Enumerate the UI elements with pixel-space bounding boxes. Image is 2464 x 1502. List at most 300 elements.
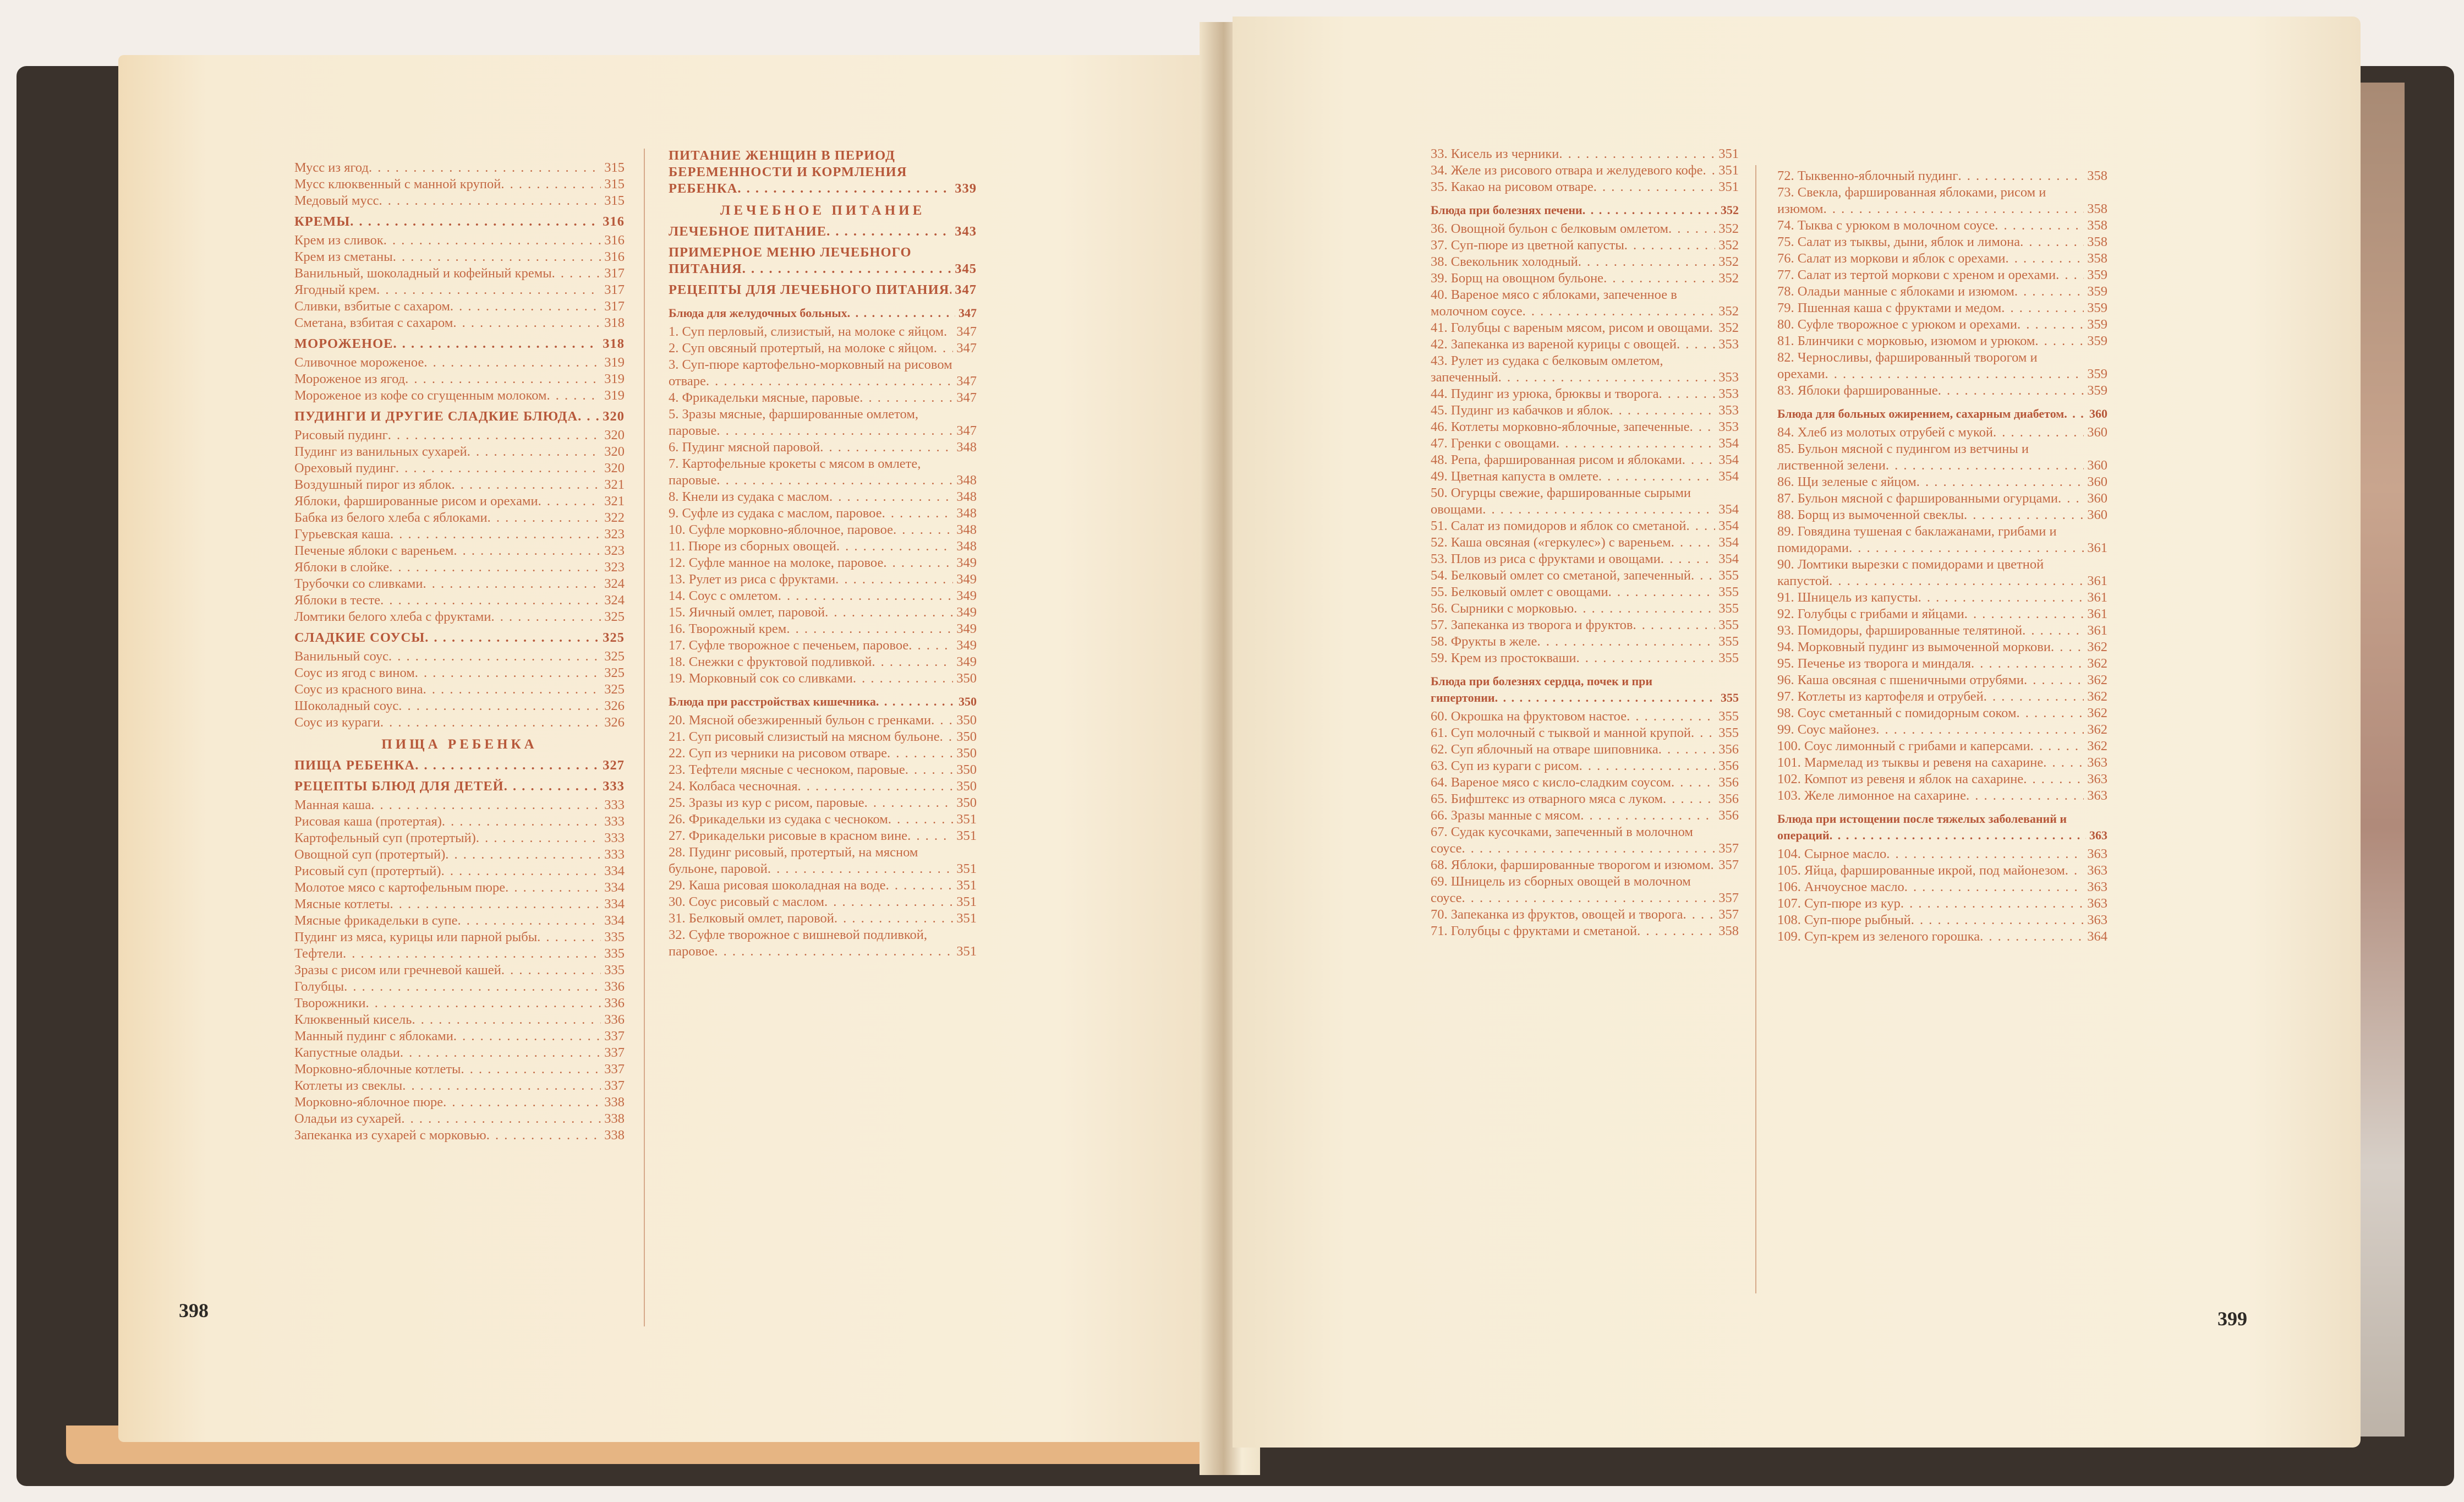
entry-title: 76. Салат из моркови и яблок с орехами . . . xyxy=(1777,250,2084,267)
entry-title: Соус из ягод с вином . . . xyxy=(294,665,601,681)
toc-entry xyxy=(1431,534,1739,551)
entry-page-number: 355 xyxy=(1718,651,1739,665)
entry-title: 77. Салат из тертой моркови с хреном и орехами . . . xyxy=(1777,267,2084,283)
entry-page-number: 356 xyxy=(1718,808,1739,823)
entry-title: Тефтели . . . xyxy=(294,946,601,962)
toc-entry xyxy=(1431,518,1739,534)
toc-entry xyxy=(294,298,625,315)
entry-page-number: 347 xyxy=(955,282,977,297)
toc-entry xyxy=(1431,402,1739,419)
entry-title: ПРИМЕРНОЕ МЕНЮ ЛЕЧЕБНОГО ПИТАНИЯ . . . xyxy=(669,244,951,277)
entry-page-number: 318 xyxy=(604,315,625,330)
entry-title: 46. Котлеты морковно-яблочные, запеченные . . . xyxy=(1431,419,1715,435)
entry-title: 29. Каша рисовая шоколадная на воде . . . xyxy=(669,877,953,894)
entry-title: 70. Запеканка из фруктов, овощей и творога . . . xyxy=(1431,906,1715,923)
entry-page-number: 315 xyxy=(604,160,625,175)
right-column-1 xyxy=(1431,146,1739,940)
toc-entry xyxy=(1431,758,1739,774)
toc-entry xyxy=(1777,490,2107,507)
entry-title: Зразы с рисом или гречневой кашей . . . xyxy=(294,962,601,979)
entry-title: 59. Крем из простокваши . . . xyxy=(1431,650,1715,667)
entry-page-number: 358 xyxy=(2087,201,2107,216)
entry-title: 18. Снежки с фруктовой подливкой . . . xyxy=(669,654,953,670)
entry-page-number: 326 xyxy=(604,698,625,713)
toc-entry xyxy=(1431,146,1739,162)
entry-page-number: 351 xyxy=(956,944,977,959)
entry-page-number: 351 xyxy=(1718,163,1739,178)
entry-page-number: 325 xyxy=(604,649,625,664)
toc-entry xyxy=(1777,656,2107,672)
toc-entry xyxy=(669,357,977,390)
toc-entry xyxy=(1431,485,1739,518)
entry-page-number: 363 xyxy=(2089,828,2107,842)
toc-entry xyxy=(1777,672,2107,689)
entry-title: 67. Судак кусочками, запеченный в молочном соусе . . . xyxy=(1431,824,1715,857)
entry-page-number: 353 xyxy=(1718,419,1739,434)
entry-page-number: 352 xyxy=(1718,221,1739,236)
toc-entry xyxy=(294,1028,625,1045)
toc-entry xyxy=(669,910,977,927)
entry-page-number: 360 xyxy=(2087,425,2107,440)
entry-title: 49. Цветная капуста в омлете . . . xyxy=(1431,468,1715,485)
toc-entry xyxy=(1431,320,1739,336)
toc-entry xyxy=(1777,689,2107,705)
left-page xyxy=(118,55,1224,1442)
toc-entry xyxy=(1431,774,1739,791)
toc-entry xyxy=(669,654,977,670)
entry-page-number: 363 xyxy=(2087,896,2107,911)
entry-title: 97. Котлеты из картофеля и отрубей . . . xyxy=(1777,689,2084,705)
toc-entry xyxy=(1431,336,1739,353)
entry-page-number: 349 xyxy=(956,621,977,636)
entry-title: 75. Салат из тыквы, дыни, яблок и лимона . . . xyxy=(1777,234,2084,250)
toc-section xyxy=(669,148,977,197)
entry-page-number: 360 xyxy=(2087,458,2107,473)
entry-title: 40. Вареное мясо с яблоками, запеченное в молочном соусе . . . xyxy=(1431,287,1715,320)
toc-entry xyxy=(669,670,977,687)
entry-page-number: 359 xyxy=(2087,267,2107,282)
toc-entry xyxy=(1431,906,1739,923)
entry-title: 87. Бульон мясной с фаршированными огурцами . . . xyxy=(1777,490,2084,507)
entry-page-number: 352 xyxy=(1718,304,1739,319)
toc-entry xyxy=(1777,424,2107,441)
entry-page-number: 347 xyxy=(956,341,977,356)
entry-page-number: 337 xyxy=(604,1045,625,1060)
entry-page-number: 349 xyxy=(956,638,977,653)
page-number: 399 xyxy=(2217,1308,2247,1330)
entry-page-number: 339 xyxy=(955,181,977,196)
toc-entry xyxy=(294,962,625,979)
entry-title: 45. Пудинг из кабачков и яблок . . . xyxy=(1431,402,1715,419)
toc-section xyxy=(294,757,625,774)
entry-title: 13. Рулет из риса с фруктами . . . xyxy=(669,571,953,588)
toc-entry xyxy=(1777,771,2107,788)
entry-page-number: 334 xyxy=(604,897,625,911)
entry-title: 51. Салат из помидоров и яблок со сметаной . . . xyxy=(1431,518,1715,534)
entry-title: 4. Фрикадельки мясные, паровые . . . xyxy=(669,390,953,406)
toc-entry xyxy=(294,946,625,962)
entry-title: 32. Суфле творожное с вишневой подливкой, паровое . . . xyxy=(669,927,953,960)
entry-title: ПУДИНГИ И ДРУГИЕ СЛАДКИЕ БЛЮДА . . . xyxy=(294,408,599,425)
entry-page-number: 348 xyxy=(956,489,977,504)
entry-title: 35. Какао на рисовом отваре . . . xyxy=(1431,179,1715,195)
entry-page-number: 335 xyxy=(604,930,625,944)
entry-page-number: 352 xyxy=(1718,254,1739,269)
entry-title: 7. Картофельные крокеты с мясом в омлете, паровые . . . xyxy=(669,456,953,489)
toc-entry xyxy=(1431,617,1739,633)
toc-entry xyxy=(294,387,625,404)
left-column-1 xyxy=(294,160,625,1144)
entry-title: 86. Щи зеленые с яйцом . . . xyxy=(1777,474,2084,490)
section-heading: ЛЕЧЕБНОЕ ПИТАНИЕ xyxy=(720,203,926,218)
entry-title: 82. Черносливы, фаршированный творогом и орехами . . . xyxy=(1777,349,2084,383)
toc-entry xyxy=(294,1078,625,1094)
toc-entry xyxy=(1777,349,2107,383)
toc-entry xyxy=(294,1127,625,1144)
entry-page-number: 354 xyxy=(1718,535,1739,550)
entry-page-number: 336 xyxy=(604,1012,625,1027)
entry-title: Шоколадный соус . . . xyxy=(294,698,601,714)
entry-title: 34. Желе из рисового отвара и желудевого кофе . . . xyxy=(1431,162,1715,179)
entry-title: Яблоки в слойке . . . xyxy=(294,559,601,576)
toc-subsection xyxy=(669,305,977,321)
toc-subsection xyxy=(1431,673,1739,706)
entry-page-number: 350 xyxy=(956,746,977,761)
entry-page-number: 315 xyxy=(604,193,625,208)
entry-page-number: 360 xyxy=(2087,507,2107,522)
toc-entry xyxy=(669,604,977,621)
toc-entry xyxy=(1431,791,1739,807)
entry-page-number: 325 xyxy=(604,665,625,680)
entry-page-number: 362 xyxy=(2087,689,2107,704)
entry-title: 56. Сырники с морковью . . . xyxy=(1431,600,1715,617)
entry-title: 84. Хлеб из молотых отрубей с мукой . . . xyxy=(1777,424,2084,441)
entry-page-number: 321 xyxy=(604,477,625,492)
entry-page-number: 347 xyxy=(959,306,977,320)
entry-title: 12. Суфле манное на молоке, паровое . . . xyxy=(669,555,953,571)
toc-entry xyxy=(669,571,977,588)
toc-entry xyxy=(1777,862,2107,879)
toc-entry xyxy=(294,460,625,477)
entry-title: 71. Голубцы с фруктами и сметаной . . . xyxy=(1431,923,1715,940)
toc-entry xyxy=(294,510,625,526)
entry-title: 30. Соус рисовый с маслом . . . xyxy=(669,894,953,910)
entry-page-number: 320 xyxy=(603,409,625,424)
toc-entry xyxy=(1431,923,1739,940)
entry-page-number: 335 xyxy=(604,963,625,977)
entry-page-number: 333 xyxy=(604,814,625,829)
entry-title: 91. Шницель из капусты . . . xyxy=(1777,589,2084,606)
entry-page-number: 323 xyxy=(604,527,625,542)
entry-title: Мусс клюквенный с манной крупой . . . xyxy=(294,176,601,193)
entry-page-number: 353 xyxy=(1718,386,1739,401)
entry-page-number: 355 xyxy=(1718,634,1739,649)
entry-page-number: 351 xyxy=(956,911,977,926)
entry-title: 8. Кнели из судака с маслом . . . xyxy=(669,489,953,505)
entry-title: 54. Белковый омлет со сметаной, запеченный . . . xyxy=(1431,567,1715,584)
entry-title: 95. Печенье из творога и миндаля . . . xyxy=(1777,656,2084,672)
entry-title: Ореховый пудинг . . . xyxy=(294,460,601,477)
entry-title: Блюда при расстройствах кишечника . . . xyxy=(669,693,955,710)
entry-page-number: 358 xyxy=(2087,218,2107,233)
toc-subsection xyxy=(1777,406,2107,422)
entry-title: Котлеты из свеклы . . . xyxy=(294,1078,601,1094)
entry-title: Голубцы . . . xyxy=(294,979,601,995)
toc-entry xyxy=(294,371,625,387)
entry-title: 85. Бульон мясной с пудингом из ветчины и лиственной зелени . . . xyxy=(1777,441,2084,474)
entry-page-number: 349 xyxy=(956,555,977,570)
entry-page-number: 338 xyxy=(604,1111,625,1126)
entry-page-number: 361 xyxy=(2087,574,2107,588)
entry-title: 36. Овощной бульон с белковым омлетом . . . xyxy=(1431,221,1715,237)
entry-page-number: 358 xyxy=(2087,168,2107,183)
entry-page-number: 350 xyxy=(956,671,977,686)
column-rule xyxy=(1755,165,1756,1293)
entry-title: 62. Суп яблочный на отваре шиповника . . . xyxy=(1431,741,1715,758)
entry-page-number: 318 xyxy=(603,336,625,351)
entry-title: ПИТАНИЕ ЖЕНЩИН В ПЕРИОД БЕРЕМЕННОСТИ И КОРМЛЕНИЯ РЕБЕНКА . . . xyxy=(669,148,951,197)
toc-entry xyxy=(669,555,977,571)
toc-entry xyxy=(1777,523,2107,556)
entry-page-number: 351 xyxy=(956,812,977,827)
entry-page-number: 351 xyxy=(956,828,977,843)
entry-title: 39. Борщ на овощном бульоне . . . xyxy=(1431,270,1715,287)
entry-title: 47. Гренки с овощами . . . xyxy=(1431,435,1715,452)
toc-entry xyxy=(1777,589,2107,606)
toc-entry xyxy=(1431,551,1739,567)
entry-page-number: 337 xyxy=(604,1029,625,1044)
entry-title: 2. Суп овсяный протертый, на молоке с яйцом . . . xyxy=(669,340,953,357)
entry-page-number: 361 xyxy=(2087,590,2107,605)
entry-title: 10. Суфле морковно-яблочное, паровое . . . xyxy=(669,522,953,538)
toc-entry xyxy=(294,995,625,1012)
toc-entry xyxy=(1431,824,1739,857)
toc-entry xyxy=(1431,237,1739,254)
entry-title: Манная каша . . . xyxy=(294,797,601,813)
toc-entry xyxy=(669,828,977,844)
entry-title: 21. Суп рисовый слизистый на мясном бульоне . . . xyxy=(669,729,953,745)
entry-title: Капустные оладьи . . . xyxy=(294,1045,601,1061)
toc-entry xyxy=(669,390,977,406)
entry-page-number: 349 xyxy=(956,572,977,587)
entry-page-number: 360 xyxy=(2087,474,2107,489)
entry-title: 31. Белковый омлет, паровой . . . xyxy=(669,910,953,927)
entry-title: Сливки, взбитые с сахаром . . . xyxy=(294,298,601,315)
toc-entry xyxy=(1777,755,2107,771)
toc-entry xyxy=(294,193,625,209)
entry-title: Морковно-яблочное пюре . . . xyxy=(294,1094,601,1111)
entry-page-number: 348 xyxy=(956,440,977,455)
entry-page-number: 357 xyxy=(1718,891,1739,905)
entry-page-number: 362 xyxy=(2087,739,2107,753)
entry-title: Оладьи из сухарей . . . xyxy=(294,1111,601,1127)
entry-title: 64. Вареное мясо с кисло-сладким соусом . . . xyxy=(1431,774,1715,791)
toc-entry xyxy=(1777,895,2107,912)
entry-title: Творожники . . . xyxy=(294,995,601,1012)
entry-title: 50. Огурцы свежие, фаршированные сырыми овощами . . . xyxy=(1431,485,1715,518)
toc-subsection xyxy=(1431,202,1739,219)
toc-entry xyxy=(1777,912,2107,928)
toc-entry xyxy=(1777,639,2107,656)
entry-title: 22. Суп из черники на рисовом отваре . . . xyxy=(669,745,953,762)
entry-page-number: 324 xyxy=(604,576,625,591)
entry-title: СЛАДКИЕ СОУСЫ . . . xyxy=(294,630,599,646)
entry-page-number: 357 xyxy=(1718,841,1739,856)
entry-page-number: 322 xyxy=(604,510,625,525)
toc-entry xyxy=(1431,584,1739,600)
entry-title: Мороженое из кофе со сгущенным молоком . . . xyxy=(294,387,601,404)
entry-page-number: 355 xyxy=(1718,568,1739,583)
entry-page-number: 319 xyxy=(604,355,625,370)
entry-title: 41. Голубцы с вареным мясом, рисом и овощами . . . xyxy=(1431,320,1715,336)
toc-entry xyxy=(1777,846,2107,862)
entry-title: 78. Оладьи манные с яблоками и изюмом . . . xyxy=(1777,283,2084,300)
entry-title: 106. Анчоусное масло . . . xyxy=(1777,879,2084,895)
entry-page-number: 319 xyxy=(604,388,625,403)
entry-page-number: 363 xyxy=(2087,788,2107,803)
entry-title: 109. Суп-крем из зеленого горошка . . . xyxy=(1777,928,2084,945)
entry-title: 66. Зразы манные с мясом . . . xyxy=(1431,807,1715,824)
toc-entry xyxy=(1431,633,1739,650)
entry-title: Мороженое из ягод . . . xyxy=(294,371,601,387)
entry-title: 73. Свекла, фаршированная яблоками, рисом и изюмом . . . xyxy=(1777,184,2084,217)
entry-title: Молотое мясо с картофельным пюре . . . xyxy=(294,880,601,896)
entry-title: Мусс из ягод . . . xyxy=(294,160,601,176)
entry-page-number: 349 xyxy=(956,605,977,620)
entry-page-number: 320 xyxy=(604,461,625,476)
toc-entry xyxy=(294,477,625,493)
toc-section xyxy=(294,630,625,646)
entry-title: Соус из кураги . . . xyxy=(294,714,601,731)
entry-page-number: 363 xyxy=(2087,772,2107,786)
entry-page-number: 356 xyxy=(1718,775,1739,790)
entry-page-number: 349 xyxy=(956,654,977,669)
entry-page-number: 351 xyxy=(956,878,977,893)
entry-page-number: 354 xyxy=(1718,518,1739,533)
toc-entry xyxy=(1777,217,2107,234)
entry-page-number: 352 xyxy=(1718,238,1739,253)
toc-section xyxy=(294,336,625,352)
toc-entry xyxy=(1431,287,1739,320)
entry-page-number: 320 xyxy=(604,428,625,443)
entry-page-number: 363 xyxy=(2087,913,2107,927)
toc-entry xyxy=(294,576,625,592)
entry-title: Гурьевская каша . . . xyxy=(294,526,601,543)
entry-title: Печеные яблоки с вареньем . . . xyxy=(294,543,601,559)
toc-entry xyxy=(294,1061,625,1078)
toc-entry xyxy=(294,1111,625,1127)
toc-entry xyxy=(1431,419,1739,435)
toc-entry xyxy=(1777,788,2107,804)
entry-title: ПИЩА РЕБЕНКА . . . xyxy=(294,757,599,774)
toc-entry xyxy=(294,493,625,510)
entry-title: 19. Морковный сок со сливками . . . xyxy=(669,670,953,687)
entry-page-number: 363 xyxy=(2087,846,2107,861)
toc-entry xyxy=(1431,708,1739,725)
toc-entry xyxy=(1431,270,1739,287)
entry-title: Манный пудинг с яблоками . . . xyxy=(294,1028,601,1045)
entry-page-number: 317 xyxy=(604,266,625,281)
entry-page-number: 356 xyxy=(1718,758,1739,773)
entry-page-number: 348 xyxy=(956,473,977,488)
entry-page-number: 363 xyxy=(2087,755,2107,770)
entry-title: 74. Тыква с урюком в молочном соусе . . . xyxy=(1777,217,2084,234)
toc-entry xyxy=(669,795,977,811)
entry-page-number: 351 xyxy=(956,894,977,909)
toc-entry xyxy=(294,979,625,995)
entry-page-number: 363 xyxy=(2087,863,2107,878)
entry-title: 69. Шницель из сборных овощей в молочном соусе . . . xyxy=(1431,873,1715,906)
entry-title: 68. Яблоки, фаршированные творогом и изюмом . . . xyxy=(1431,857,1715,873)
toc-entry xyxy=(669,621,977,637)
entry-title: Яблоки в тесте . . . xyxy=(294,592,601,609)
toc-entry xyxy=(294,896,625,913)
entry-page-number: 359 xyxy=(2087,301,2107,315)
toc-entry xyxy=(1431,254,1739,270)
entry-page-number: 359 xyxy=(2087,367,2107,381)
toc-section xyxy=(294,778,625,795)
toc-section xyxy=(669,244,977,277)
toc-entry xyxy=(1431,725,1739,741)
entry-title: 93. Помидоры, фаршированные телятиной . . . xyxy=(1777,622,2084,639)
entry-title: Блюда при истощении после тяжелых заболеваний и операций . . . xyxy=(1777,811,2086,844)
toc-entry xyxy=(1777,441,2107,474)
toc-entry xyxy=(669,324,977,340)
entry-title: 43. Рулет из судака с белковым омлетом, запеченный . . . xyxy=(1431,353,1715,386)
entry-title: 9. Суфле из судака с маслом, паровое . . . xyxy=(669,505,953,522)
entry-title: Ягодный крем . . . xyxy=(294,282,601,298)
toc-entry xyxy=(669,538,977,555)
entry-page-number: 355 xyxy=(1718,618,1739,632)
toc-entry xyxy=(1777,267,2107,283)
toc-section xyxy=(669,282,977,298)
entry-page-number: 348 xyxy=(956,522,977,537)
toc-entry xyxy=(294,813,625,830)
toc-entry xyxy=(294,559,625,576)
entry-title: 16. Творожный крем . . . xyxy=(669,621,953,637)
entry-title: 48. Репа, фаршированная рисом и яблоками . . . xyxy=(1431,452,1715,468)
toc-entry xyxy=(1777,622,2107,639)
entry-title: 101. Мармелад из тыквы и ревеня на сахарине . . . xyxy=(1777,755,2084,771)
toc-entry xyxy=(294,609,625,625)
toc-entry xyxy=(1777,556,2107,589)
entry-title: 20. Мясной обезжиренный бульон с гренками . . . xyxy=(669,712,953,729)
entry-page-number: 355 xyxy=(1718,709,1739,724)
entry-title: 81. Блинчики с морковью, изюмом и урюком . . . xyxy=(1777,333,2084,349)
entry-title: 23. Тефтели мясные с чесноком, паровые . . . xyxy=(669,762,953,778)
entry-title: 107. Суп-пюре из кур . . . xyxy=(1777,895,2084,912)
toc-entry xyxy=(1777,316,2107,333)
toc-entry xyxy=(1777,168,2107,184)
entry-page-number: 325 xyxy=(603,630,625,645)
entry-page-number: 351 xyxy=(956,861,977,876)
entry-title: 89. Говядина тушеная с баклажанами, грибами и помидорами . . . xyxy=(1777,523,2084,556)
entry-page-number: 315 xyxy=(604,177,625,192)
toc-entry xyxy=(1431,650,1739,667)
entry-page-number: 363 xyxy=(2087,880,2107,894)
toc-entry xyxy=(294,282,625,298)
entry-title: 60. Окрошка на фруктовом настое . . . xyxy=(1431,708,1715,725)
entry-title: 61. Суп молочный с тыквой и манной крупой . . . xyxy=(1431,725,1715,741)
toc-entry xyxy=(294,681,625,698)
entry-title: ЛЕЧЕБНОЕ ПИТАНИЕ . . . xyxy=(669,223,951,240)
toc-entry xyxy=(1777,879,2107,895)
entry-page-number: 348 xyxy=(956,539,977,554)
entry-page-number: 336 xyxy=(604,979,625,994)
entry-title: 103. Желе лимонное на сахарине . . . xyxy=(1777,788,2084,804)
entry-title: 99. Соус майонез . . . xyxy=(1777,722,2084,738)
entry-title: 90. Ломтики вырезки с помидорами и цветной капустой . . . xyxy=(1777,556,2084,589)
